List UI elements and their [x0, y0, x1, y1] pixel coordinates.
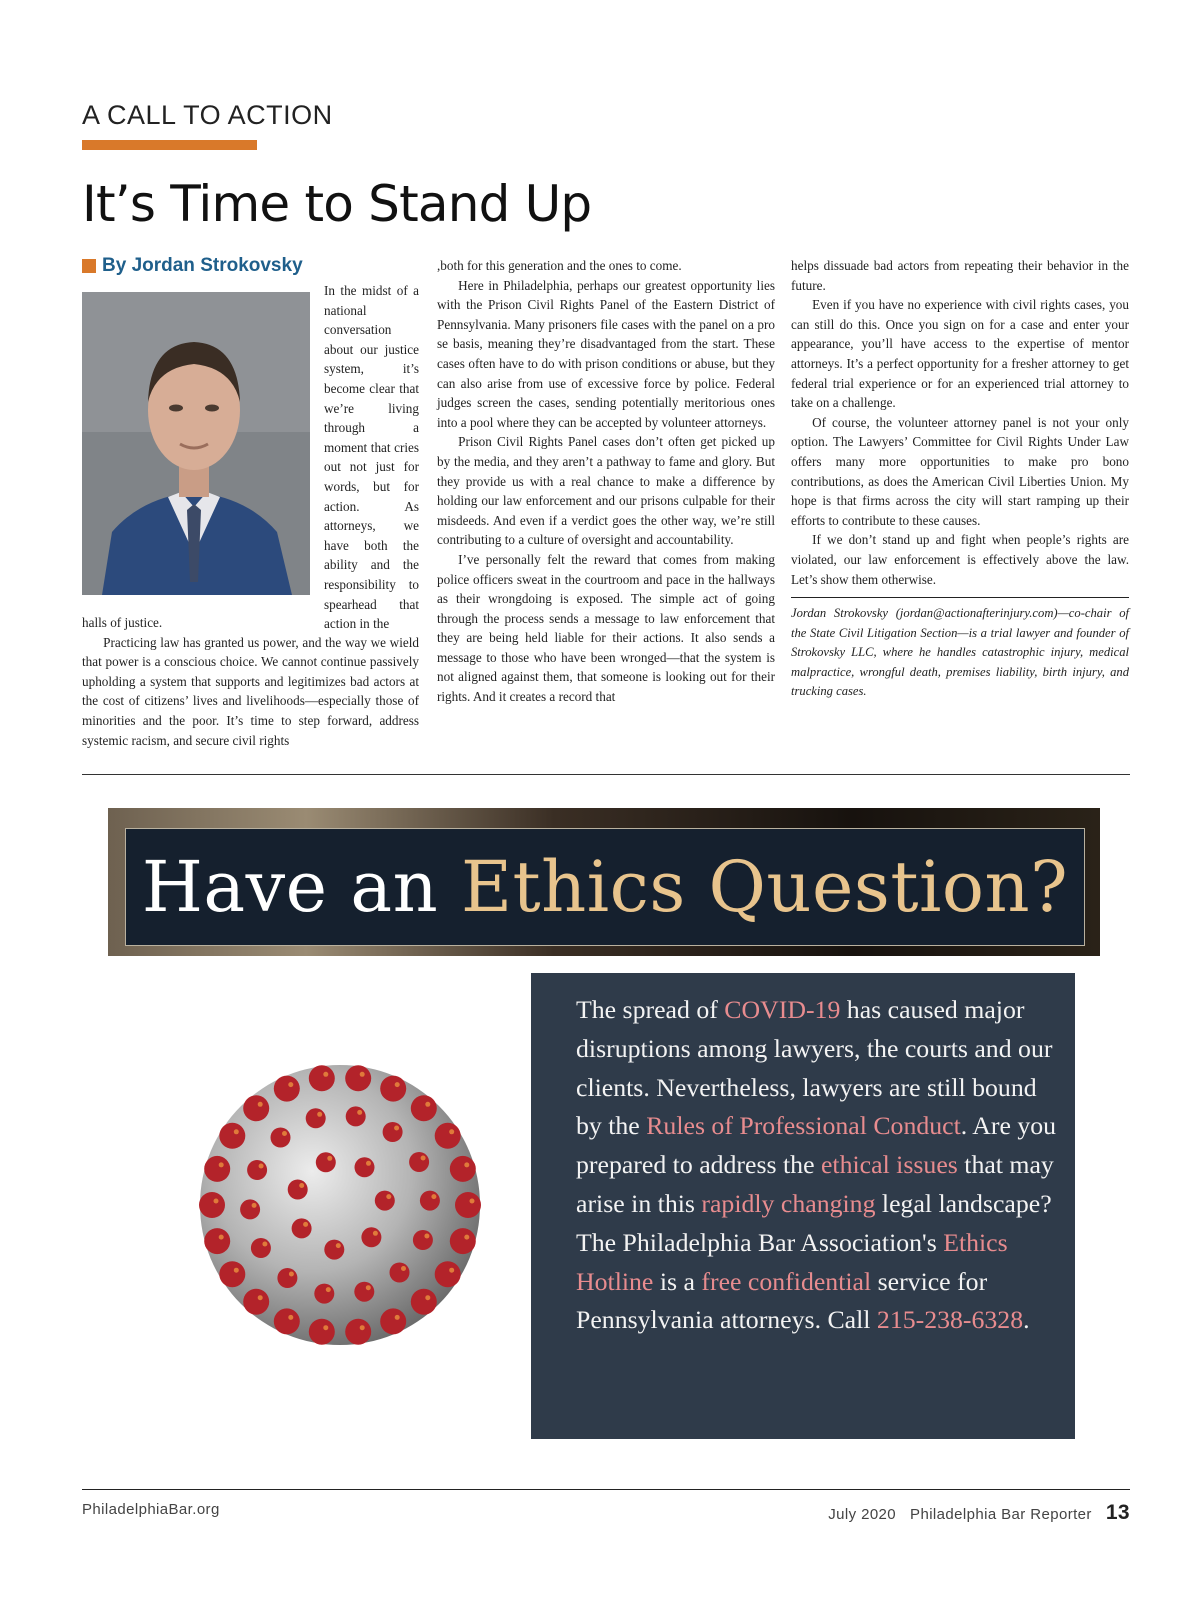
virus-dot — [282, 1131, 287, 1136]
paragraph: If we don’t stand up and fight when people’s rights are violated, our law enforcement is effectively above the law. Let’s show them otherwise. — [791, 532, 1129, 587]
virus-spike — [219, 1261, 245, 1287]
banner-title-white: Have an — [141, 846, 439, 928]
virus-spike — [435, 1261, 461, 1287]
section-divider — [82, 774, 1130, 775]
virus-spike — [204, 1156, 230, 1182]
paragraph: I’ve personally felt the reward that comes from making police officers sweat in the courtroom and pace in the hallways as their wrongdoing is exposed. The simple act of going through the process sends a message to law enforcement that they are being held liable for their actions. It also sends a message to those who have been wronged—that the system is not aligned against them, that someone is looking out for their rights. And it creates a record that — [437, 551, 775, 705]
virus-dot — [288, 1082, 293, 1087]
virus-spike — [309, 1319, 335, 1345]
virus-dot — [360, 1325, 365, 1330]
virus-spike — [288, 1180, 308, 1200]
virus-dot — [258, 1295, 263, 1300]
ad-highlight-text: Rules of Professional Conduct — [646, 1111, 961, 1141]
virus-spike — [346, 1106, 366, 1126]
virus-dot — [252, 1203, 257, 1208]
virus-spike — [455, 1192, 481, 1218]
footer-info — [828, 1501, 1130, 1525]
virus-spike — [409, 1152, 429, 1172]
square-bullet-icon — [82, 259, 96, 273]
virus-dot — [303, 1222, 308, 1227]
virus-spike — [411, 1289, 437, 1315]
virus-spike — [274, 1308, 300, 1334]
kicker-accent-bar — [82, 140, 257, 150]
ad-body-text: service for Pennsylvania attorneys. Call — [576, 1266, 988, 1335]
paragraph: helps dissuade bad actors from repeating their behavior in the future. — [791, 258, 1129, 293]
virus-dot — [366, 1161, 371, 1166]
ad-banner — [125, 828, 1085, 946]
virus-spike — [420, 1191, 440, 1211]
virus-spike — [411, 1095, 437, 1121]
virus-spike — [380, 1076, 406, 1102]
virus-dot — [299, 1183, 304, 1188]
virus-dot — [425, 1102, 430, 1107]
ad-highlight-text: free confidential — [701, 1266, 872, 1296]
virus-dot — [234, 1129, 239, 1134]
paragraph: Prison Civil Rights Panel cases don’t often get picked up by the media, and they aren’t a pathway to fame and glory. But they provide us with a real chance to make a difference by holding our law enforcement and our prisons culpable for their misdeeds. And even if a verdict goes the other way, we’re still contributing to a culture of oversight and accountability. — [437, 434, 775, 548]
ad-body-text: . — [1023, 1305, 1030, 1335]
footer-divider — [82, 1489, 1130, 1490]
paragraph: Of course, the volunteer attorney panel is not your only option. The Lawyers’ Committee for Civil Rights Under Law offers many more opportunities to make pro bono contributions, as does the American Civil Liberties Union. My hope is that firms across the city will start ramping up their efforts to contribute to these causes. — [791, 414, 1129, 528]
virus-spike — [277, 1268, 297, 1288]
virus-dot — [366, 1285, 371, 1290]
author-bio: Jordan Strokovsky (jordan@actionafterinjury.com)—co-chair of the State Civil Litigation Section—is a trial lawyer and founder of Strokovsky LLC, where he handles catastrophic injury, medical malpractice, wrongful death, premises liability, birth injury, and trucking cases. — [791, 597, 1129, 702]
page-number: 13 — [1105, 1501, 1130, 1524]
ad-banner-title — [142, 846, 1068, 928]
virus-dot — [327, 1156, 332, 1161]
paragraph: Practicing law has granted us power, and the way we wield that power is a conscious choice. We cannot continue passively upholding a system that supports and legitimizes bad actors at the cost of citizens’ lives and livelihoods—especially those of minorities and the poor. It’s time to step forward, address systemic racism, and secure civil rights — [82, 634, 419, 748]
virus-spike — [243, 1095, 269, 1121]
coronavirus-illustration — [170, 1035, 510, 1375]
virus-spike — [380, 1308, 406, 1334]
virus-dot — [288, 1315, 293, 1320]
virus-dot — [424, 1234, 429, 1239]
virus-dot — [262, 1242, 267, 1247]
paragraph: ,both for this generation and the ones to come. — [437, 258, 682, 273]
virus-dot — [386, 1194, 391, 1199]
virus-dot — [219, 1162, 224, 1167]
virus-spike — [204, 1228, 230, 1254]
article-column-2 — [437, 256, 775, 707]
virus-spike — [240, 1199, 260, 1219]
virus-spike — [450, 1156, 476, 1182]
virus-spike — [355, 1157, 375, 1177]
article-column-3 — [791, 256, 1129, 702]
virus-dot — [470, 1199, 475, 1204]
virus-dot — [289, 1272, 294, 1277]
ad-body-text: The spread of — [576, 995, 725, 1024]
banner-title-gold: Ethics Question? — [460, 846, 1069, 928]
virus-dot — [360, 1072, 365, 1077]
virus-dot — [214, 1199, 219, 1204]
author-photo — [82, 292, 310, 595]
virus-spike — [306, 1108, 326, 1128]
virus-spike — [243, 1289, 269, 1315]
virus-dot — [373, 1231, 378, 1236]
virus-dot — [234, 1268, 239, 1273]
virus-spike — [435, 1123, 461, 1149]
intro-paragraph: In the midst of a national conversation about our justice system, it’s become clear that we’re living through a moment that cries out not just for words, but for action. As attorneys, we have both the ability and the responsibility to spearhead that action in the — [324, 283, 419, 632]
portrait-illustration — [82, 292, 310, 595]
virus-dot — [336, 1243, 341, 1248]
virus-spike — [271, 1128, 291, 1148]
virus-dot — [431, 1194, 436, 1199]
virus-dot — [323, 1325, 328, 1330]
article-title: It’s Time to Stand Up — [82, 175, 592, 233]
virus-dot — [425, 1295, 430, 1300]
virus-dot — [326, 1287, 331, 1292]
paragraph: Here in Philadelphia, perhaps our greatest opportunity lies with the Prison Civil Rights Panel of the Eastern District of Pennsylvania. Many prisoners file cases with the panel on a pro se basis, meaning they’re disadvantaged from the start. These cases often have to do with prison conditions or abuse, but they can also arise from use of excessive force by police. Federal judges screen the cases, sending potentially meritorious ones into a pool where they can be accepted by volunteer attorneys. — [437, 277, 775, 430]
virus-dot — [401, 1266, 406, 1271]
article-column-1 — [82, 613, 419, 750]
virus-dot — [259, 1164, 264, 1169]
footer-publication: Philadelphia Bar Reporter — [910, 1506, 1092, 1523]
byline — [82, 255, 303, 277]
article-intro-narrow — [324, 281, 419, 634]
virus-dot — [464, 1162, 469, 1167]
virus-dot — [449, 1268, 454, 1273]
virus-dot — [395, 1082, 400, 1087]
virus-spike — [247, 1160, 267, 1180]
virus-spike — [199, 1192, 225, 1218]
virus-dot — [394, 1126, 399, 1131]
virus-spike — [375, 1191, 395, 1211]
virus-spike — [413, 1230, 433, 1250]
virus-spike — [354, 1282, 374, 1302]
virus-spike — [361, 1227, 381, 1247]
virus-spike — [383, 1122, 403, 1142]
ad-highlight-text: Ethics Hotline — [576, 1227, 1008, 1296]
virus-spike — [251, 1238, 271, 1258]
virus-spike — [390, 1263, 410, 1283]
virus-dot — [357, 1110, 362, 1115]
virus-spike — [314, 1284, 334, 1304]
coronavirus-image — [170, 1035, 510, 1375]
virus-spike — [450, 1228, 476, 1254]
virus-spike — [345, 1065, 371, 1091]
ad-body-text: is a — [653, 1266, 702, 1296]
paragraph: halls of justice. — [82, 615, 163, 630]
virus-dot — [421, 1156, 426, 1161]
ad-body-text: has caused major disruptions among lawyers, the courts and our clients. Nevertheless, lawyers are still bound by the — [576, 995, 1053, 1141]
ad-highlight-text: ethical issues — [820, 1150, 958, 1180]
virus-dot — [317, 1112, 322, 1117]
virus-spike — [292, 1218, 312, 1238]
ad-body-text: that may arise in this — [576, 1150, 1054, 1218]
virus-spike — [219, 1123, 245, 1149]
virus-dot — [449, 1129, 454, 1134]
ad-highlight-text: 215-238-6328 — [876, 1305, 1024, 1335]
virus-dot — [258, 1102, 263, 1107]
ad-highlight-text: COVID-19 — [724, 995, 841, 1024]
virus-dot — [219, 1235, 224, 1240]
section-kicker: A CALL TO ACTION — [82, 100, 333, 130]
virus-spike — [309, 1065, 335, 1091]
footer-site: PhiladelphiaBar.org — [82, 1501, 220, 1518]
virus-spike — [316, 1152, 336, 1172]
footer-date: July 2020 — [828, 1506, 897, 1523]
ad-body-text: legal landscape? The Philadelphia Bar Association's — [576, 1188, 1052, 1257]
paragraph: Even if you have no experience with civil rights cases, you can still do this. Once you sign on for a case and enter your appearance, you’ll have access to the expertise of mentor attorneys. It’s a perfect opportunity for a fresher attorney to get federal trial experience or for an experienced trial attorney to take on a challenge. — [791, 297, 1129, 411]
ad-body-text: . Are you prepared to address the — [576, 1111, 1057, 1180]
virus-dot — [464, 1235, 469, 1240]
virus-dot — [395, 1315, 400, 1320]
ethics-ad-text — [576, 991, 1066, 1340]
virus-spike — [274, 1076, 300, 1102]
virus-dot — [323, 1072, 328, 1077]
byline-text: By Jordan Strokovsky — [102, 255, 303, 276]
virus-spike — [345, 1319, 371, 1345]
ad-highlight-text: rapidly changing — [701, 1188, 876, 1218]
virus-spike — [324, 1240, 344, 1260]
